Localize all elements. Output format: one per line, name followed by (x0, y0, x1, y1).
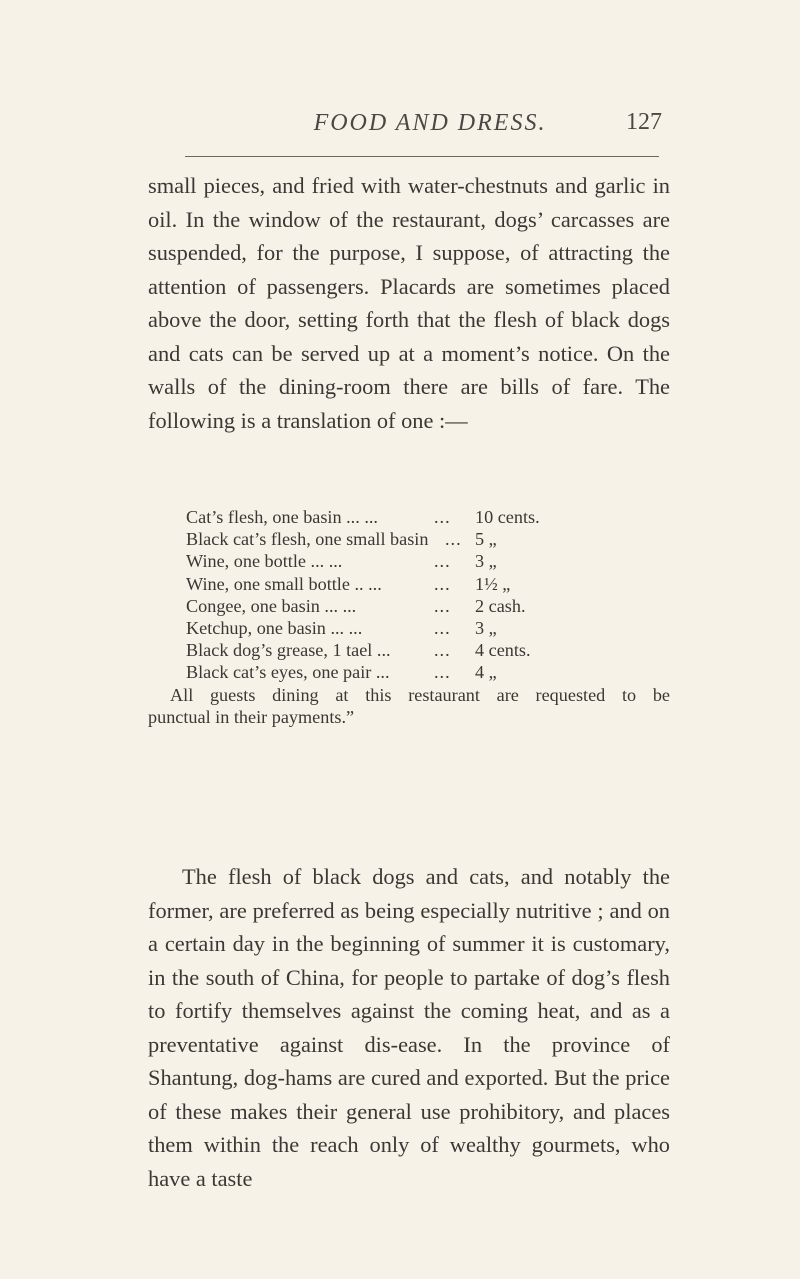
bill-of-fare (148, 506, 670, 684)
menu-item-price: 10 cents. (475, 507, 540, 527)
menu-leader-dots: ... (434, 551, 451, 572)
menu-item-name: Cat’s flesh, one basin ... ... (186, 507, 378, 527)
menu-item-name: Congee, one basin ... ... (186, 595, 357, 616)
menu-row (148, 595, 670, 617)
menu-row (148, 506, 670, 528)
menu-row (148, 617, 670, 639)
menu-leader-dots: ... (445, 529, 462, 550)
menu-row (148, 573, 670, 595)
menu-item-price: 2 cash. (475, 595, 526, 616)
menu-item-price: 4 „ (475, 662, 497, 683)
menu-item-price: 3 „ (475, 617, 497, 638)
menu-item-price: 1½ „ (475, 573, 511, 594)
note-line-2: punctual in their payments.” (148, 707, 355, 728)
page-number: 127 (626, 109, 662, 135)
menu-item-price: 5 „ (475, 529, 497, 550)
menu-item-name: Black dog’s grease, 1 tael ... (186, 640, 391, 661)
menu-leader-dots: ... (434, 640, 451, 661)
bill-of-fare-note (148, 684, 670, 728)
menu-leader-dots: ... (434, 595, 451, 616)
menu-item-name: Wine, one bottle ... ... (186, 551, 343, 572)
menu-item-name: Black cat’s flesh, one small basin (186, 529, 429, 550)
paragraph-intro: small pieces, and fried with water-chestnuts and garlic in oil. In the window of the restaurant, dogs’ carcasses are suspended, for the purpose, I suppose, of attracting the attention of passengers. Placards are sometimes placed above the door, setting forth that the flesh of black dogs and cats can be served up at a moment’s notice. On the walls of the dining-room there are bills of fare. The following is a translation of one :— (148, 173, 670, 433)
paragraph-body: The flesh of black dogs and cats, and notably the former, are preferred as being especially nutritive ; and on a certain day in the beginning of summer it is customary, in the south of China, for people to partake of dog’s flesh to fortify themselves against the coming heat, and as a preventative against dis-ease. In the province of Shantung, dog-hams are cured and exported. But the price of these makes their general use prohibitory, and places them within the reach only of wealthy gourmets, who have a taste (148, 864, 670, 1191)
menu-item-name: Wine, one small bottle .. ... (186, 573, 382, 594)
menu-item-name: Ketchup, one basin ... ... (186, 617, 363, 638)
note-line-1: All guests dining at this restaurant are requested to be (170, 685, 670, 705)
menu-row (148, 639, 670, 661)
menu-row (148, 661, 670, 683)
running-head-title: FOOD AND DRESS. (313, 110, 547, 136)
menu-row (148, 528, 670, 550)
menu-row (148, 550, 670, 572)
menu-leader-dots: ... (434, 617, 451, 638)
menu-leader-dots: ... (434, 507, 451, 527)
header-rule (185, 156, 659, 157)
menu-item-price: 3 „ (475, 551, 497, 572)
menu-item-price: 4 cents. (475, 640, 531, 661)
menu-item-name: Black cat’s eyes, one pair ... (186, 662, 390, 683)
menu-leader-dots: ... (434, 573, 451, 594)
menu-leader-dots: ... (434, 662, 451, 683)
